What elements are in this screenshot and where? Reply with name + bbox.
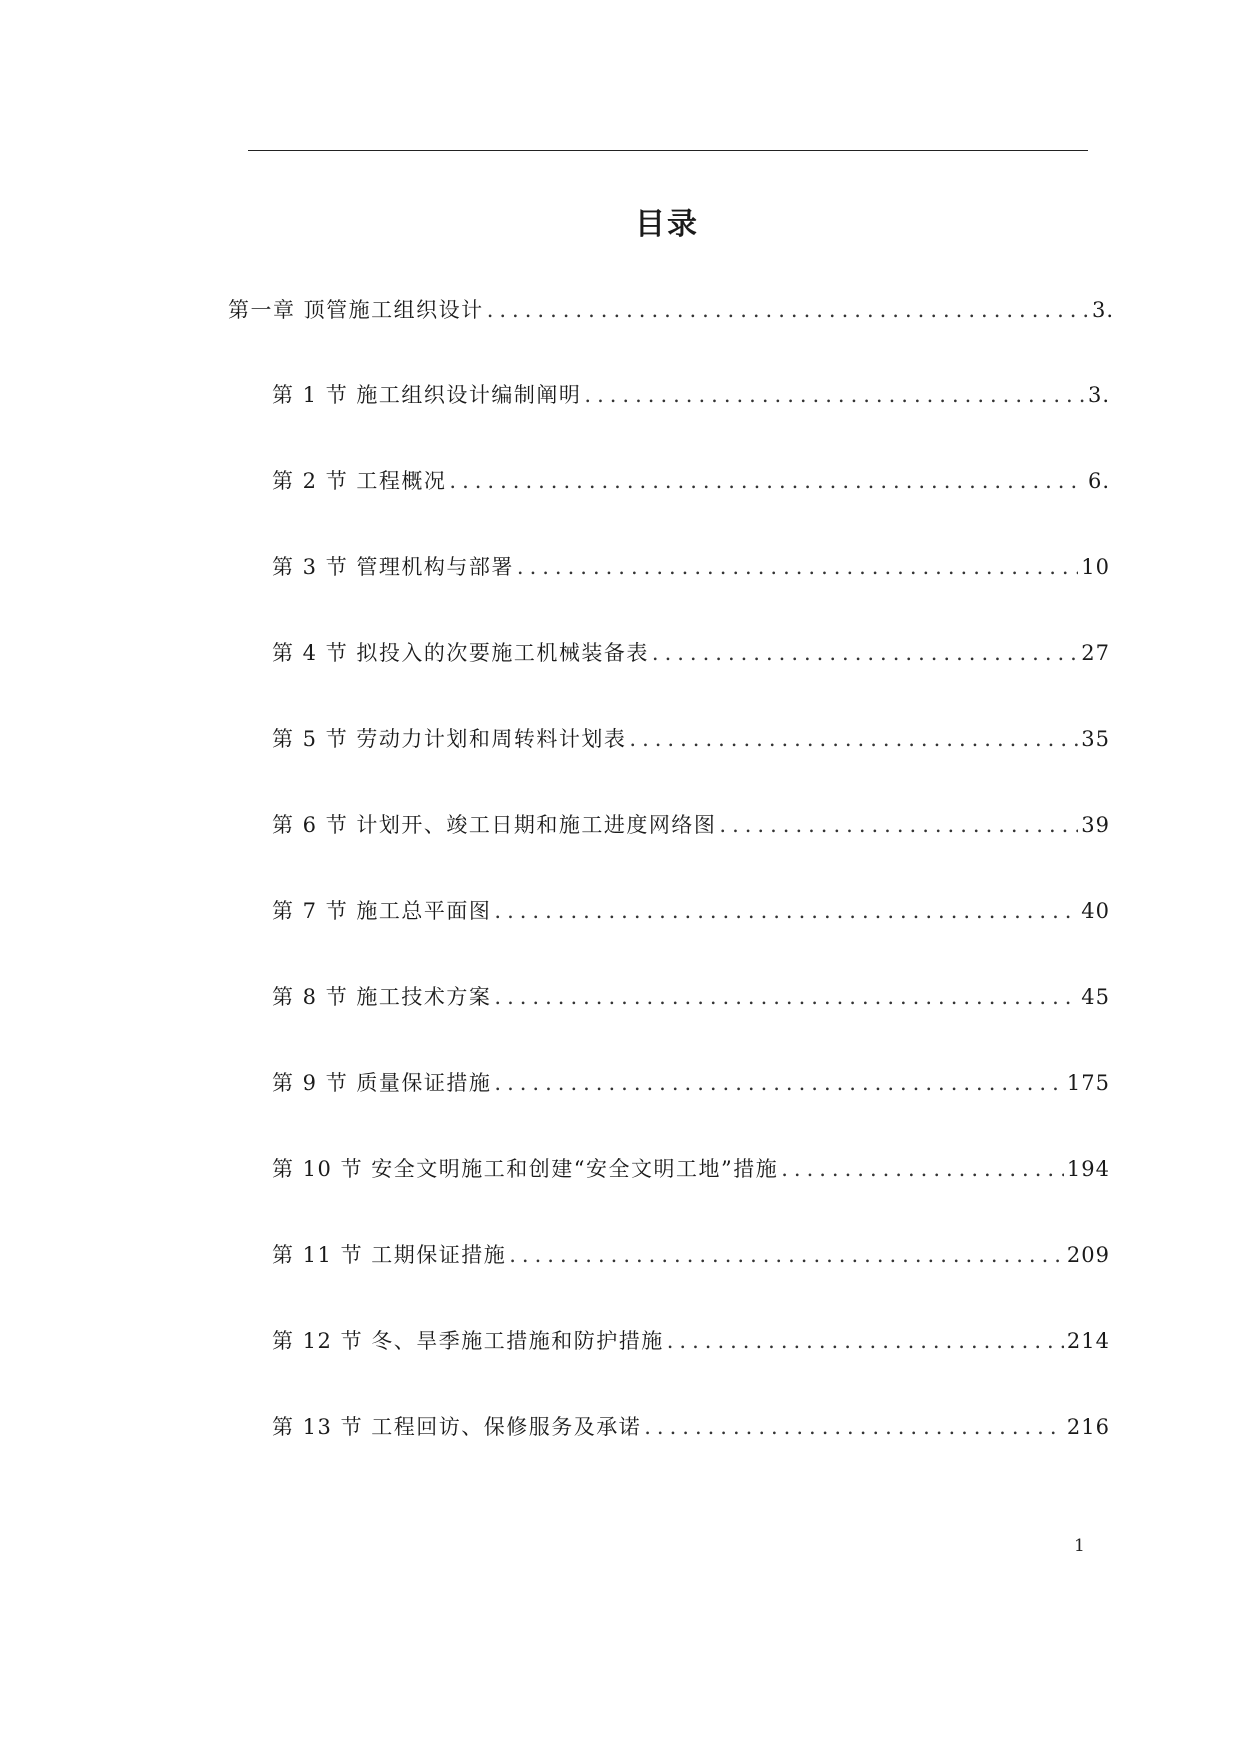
toc-entry-section-13[interactable] (272, 1407, 1110, 1447)
toc-entry-label: 第 2 节 工程概况 (272, 469, 447, 493)
toc-page-ref: 209 (1066, 1243, 1110, 1267)
toc-entry-section-2[interactable] (272, 461, 1110, 501)
toc-page-ref: 10 (1081, 555, 1110, 579)
toc-page-ref: 3. (1091, 298, 1114, 322)
toc-page-ref: 45 (1081, 985, 1110, 1009)
dot-leader (644, 1407, 1064, 1447)
dot-leader (781, 1149, 1064, 1189)
toc-entry-label: 第 7 节 施工总平面图 (272, 899, 492, 923)
toc-title: 目录 (635, 207, 699, 242)
toc-entry-section-3[interactable] (272, 547, 1110, 587)
toc-entry-section-12[interactable] (272, 1321, 1110, 1361)
toc-entry-label: 第 3 节 管理机构与部署 (272, 555, 514, 579)
toc-entry-chapter-1[interactable] (228, 290, 1114, 330)
dot-leader (629, 719, 1078, 759)
toc-entry-label: 第 13 节 工程回访、保修服务及承诺 (272, 1415, 642, 1439)
toc-entry-label: 第 12 节 冬、旱季施工措施和防护措施 (272, 1329, 664, 1353)
dot-leader (494, 1063, 1064, 1103)
toc-entry-label: 第 11 节 工期保证措施 (272, 1243, 507, 1267)
toc-entry-section-7[interactable] (272, 891, 1110, 931)
toc-page-ref: 6. (1087, 469, 1110, 493)
toc-entry-label: 第 1 节 施工组织设计编制阐明 (272, 383, 582, 407)
dot-leader (494, 891, 1078, 931)
toc-entry-label: 第 9 节 质量保证措施 (272, 1071, 492, 1095)
toc-entry-section-8[interactable] (272, 977, 1110, 1017)
toc-page-ref: 194 (1066, 1157, 1110, 1181)
toc-entry-section-1[interactable] (272, 375, 1110, 415)
toc-entry-label: 第一章 顶管施工组织设计 (228, 298, 484, 322)
toc-entry-section-6[interactable] (272, 805, 1110, 845)
dot-leader (449, 461, 1085, 501)
toc-entry-section-10[interactable] (272, 1149, 1110, 1189)
toc-entry-label: 第 6 节 计划开、竣工日期和施工进度网络图 (272, 813, 717, 837)
toc-entry-section-11[interactable] (272, 1235, 1110, 1275)
toc-entry-label: 第 10 节 安全文明施工和创建“安全文明工地”措施 (272, 1157, 779, 1181)
toc-entry-label: 第 8 节 施工技术方案 (272, 985, 492, 1009)
toc-page-ref: 216 (1066, 1415, 1110, 1439)
dot-leader (509, 1235, 1064, 1275)
toc-page-ref: 39 (1081, 813, 1110, 837)
toc-entry-section-5[interactable] (272, 719, 1110, 759)
dot-leader (667, 1321, 1064, 1361)
toc-page-ref: 35 (1081, 727, 1110, 751)
dot-leader (652, 633, 1078, 673)
dot-leader (584, 375, 1085, 415)
dot-leader (487, 290, 1089, 330)
toc-page-ref: 40 (1081, 899, 1110, 923)
toc-page-ref: 175 (1066, 1071, 1110, 1095)
dot-leader (719, 805, 1078, 845)
dot-leader (494, 977, 1078, 1017)
toc-entry-section-4[interactable] (272, 633, 1110, 673)
toc-entry-section-9[interactable] (272, 1063, 1110, 1103)
toc-entry-label: 第 4 节 拟投入的次要施工机械装备表 (272, 641, 649, 665)
toc-page-ref: 27 (1081, 641, 1110, 665)
toc-page-ref: 214 (1066, 1329, 1110, 1353)
page-number: 1 (1074, 1536, 1085, 1556)
toc-page-ref: 3. (1087, 383, 1110, 407)
toc-entry-label: 第 5 节 劳动力计划和周转料计划表 (272, 727, 627, 751)
dot-leader (517, 547, 1078, 587)
